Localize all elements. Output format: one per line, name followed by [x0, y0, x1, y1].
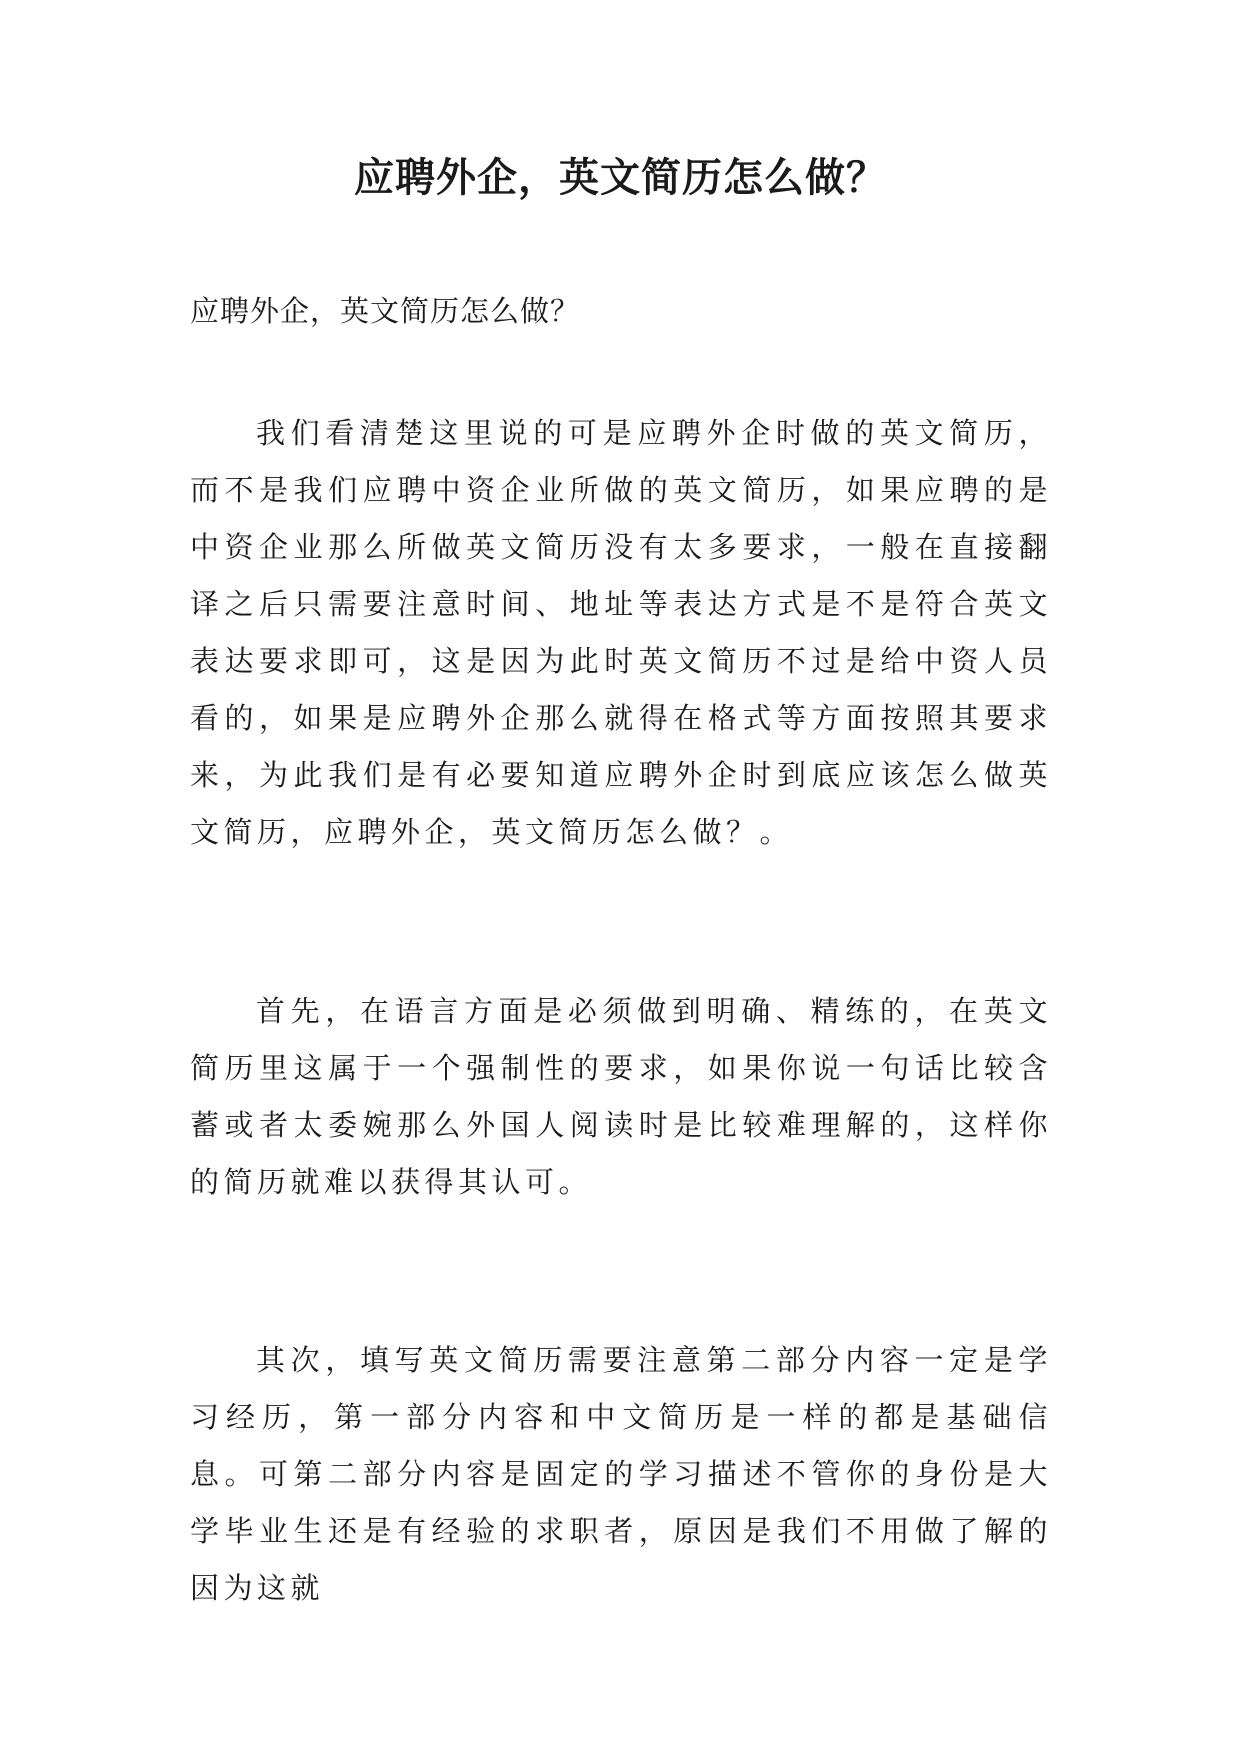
document-subtitle: 应聘外企，英文简历怎么做？: [190, 294, 581, 328]
paragraph: 首先，在语言方面是必须做到明确、精练的，在英文简历里这属于一个强制性的要求，如果你说一句话比较含蓄或者太委婉那么外国人阅读时是比较难理解的，这样你的简历就难以获得其认可。: [190, 994, 1052, 1199]
page-title: 应聘外企，英文简历怎么做？: [354, 154, 887, 201]
paragraph: 我们看清楚这里说的可是应聘外企时做的英文简历，而不是我们应聘中资企业所做的英文简历，如果应聘的是中资企业那么所做英文简历没有太多要求，一般在直接翻译之后只需要注意时间、地址等表达方式是不是符合英文表达要求即可，这是因为此时英文简历不过是给中资人员看的，如果是应聘外企那么就得在格式等方面按照其要求来，为此我们是有必要知道应聘外企时到底应该怎么做英文简历，应聘外企，英文简历怎么做？。: [190, 416, 1052, 849]
paragraph: 其次，填写英文简历需要注意第二部分内容一定是学习经历，第一部分内容和中文简历是一样的都是基础信息。可第二部分内容是固定的学习描述不管你的身份是大学毕业生还是有经验的求职者，原因是我们不用做了解的因为这就: [190, 1343, 1052, 1605]
